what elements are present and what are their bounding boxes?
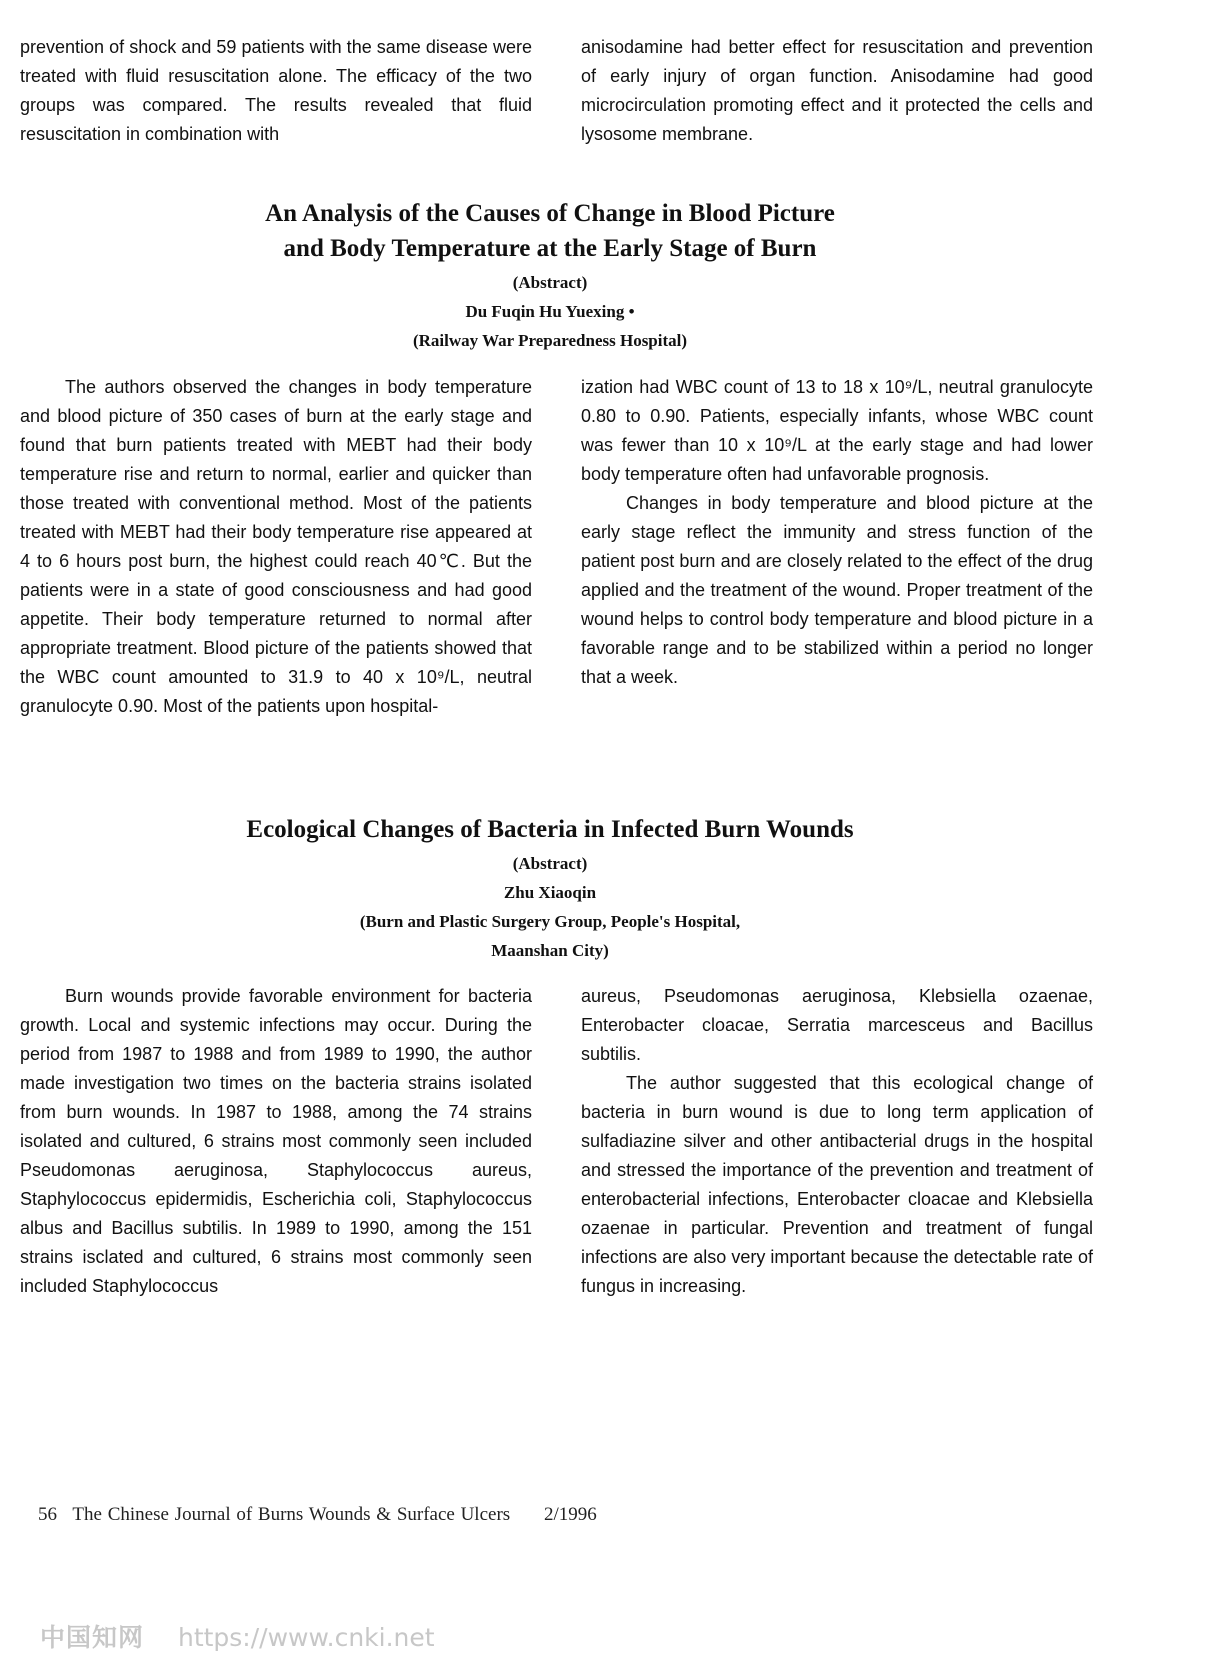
article2-title: Ecological Changes of Bacteria in Infected Burn Wounds <box>246 816 854 843</box>
article2-affiliation-line2: Maanshan City) <box>491 941 609 960</box>
article2-affiliation-line1: (Burn and Plastic Surgery Group, People's Hospital, <box>359 912 741 931</box>
article1-body <box>20 373 1093 721</box>
article1-left-column <box>20 373 532 721</box>
article2-paragraph-2: The author suggested that this ecological change of bacteria in burn wound is due to long term application of sulfadiazine silver and other antibacterial drugs in the hospital and stressed the importance of the prevention and treatment of enterobacterial infections, Enterobacter cloacae and Klebsiella ozaenae in particular. Prevention and treatment of fungal infections are also very important because the detectable rate of fungus in increasing. <box>581 1073 1093 1296</box>
article1-paragraph-1: The authors observed the changes in body temperature and blood picture of 350 cases of burn at the early stage and found that burn patients treated with MEBT had their body temperature rise and return to normal, earlier and quicker than those treated with conventional method. Most of the patients treated with MEBT had their body temperature rise appeared at 4 to 6 hours post burn, the highest could reach 40℃. But the patients were in a state of good consciousness and had good appetite. Their body temperature returned to normal after appropriate treatment. Blood picture of the patients showed that the WBC count amounted to 31.9 to 40 x 10⁹/L, neutral granulocyte 0.90. Most of the patients upon hospital- <box>20 377 532 716</box>
article1-header <box>0 196 1100 355</box>
article2-left-column <box>20 982 532 1301</box>
article1-paragraph-1-continued: ization had WBC count of 13 to 18 x 10⁹/L, neutral granulocyte 0.80 to 0.90. Patients, especially infants, whose WBC count was fewer than 10 x 10⁹/L at the early stage and had lower body temperature often had unfavorable prognosis. <box>581 377 1093 484</box>
article2-header <box>0 812 1100 965</box>
journal-name: The Chinese Journal of Burns Wounds & Surface Ulcers <box>72 1504 511 1525</box>
issue-number: 2/1996 <box>543 1504 597 1525</box>
page-number: 56 <box>38 1504 57 1525</box>
top-left-text: prevention of shock and 59 patients with the same disease were treated with fluid resuscitation alone. The efficacy of the two groups was compared. The results revealed that fluid resuscitation in combination with <box>20 37 532 144</box>
article2-body <box>20 982 1093 1301</box>
article1-abstract-label: (Abstract) <box>512 273 588 292</box>
article1-authors: Du Fuqin Hu Yuexing • <box>465 302 635 321</box>
article2-author: Zhu Xiaoqin <box>503 883 597 902</box>
article2-abstract-label: (Abstract) <box>512 854 588 873</box>
page-footer <box>38 1504 597 1526</box>
article1-paragraph-2: Changes in body temperature and blood picture at the early stage reflect the immunity and stress function of the patient post burn and are closely related to the effect of the drug applied and the treatment of the wound. Proper treatment of the wound helps to control body temperature and blood picture in a favorable range and to be stabilized within a period no longer that a week. <box>581 493 1093 687</box>
article2-paragraph-1: Burn wounds provide favorable environment for bacteria growth. Local and systemic infections may occur. During the period from 1987 to 1988 and from 1989 to 1990, the author made investigation two times on the bacteria strains isolated from burn wounds. In 1987 to 1988, among the 74 strains isolated and cultured, 6 strains most commonly seen included Pseudomonas aeruginosa, Staphylococcus aureus, Staphylococcus epidermidis, Escherichia coli, Staphylococcus albus and Bacillus subtilis. In 1989 to 1990, among the 151 strains isclated and cultured, 6 strains most commonly seen included Staphylococcus <box>20 986 532 1296</box>
top-right-text: anisodamine had better effect for resuscitation and prevention of early injury of organ function. Anisodamine had good microcirculation promoting effect and it protected the cells and lysosome membrane. <box>581 37 1093 144</box>
top-continuation <box>20 33 1093 149</box>
cnki-logo: 中国知网 <box>40 1623 145 1652</box>
article2-right-column <box>581 982 1093 1301</box>
top-left-column <box>20 33 532 149</box>
article1-title-line1: An Analysis of the Causes of Change in Blood Picture <box>265 200 835 227</box>
cnki-watermark <box>40 1618 435 1654</box>
article2-paragraph-1-continued: aureus, Pseudomonas aeruginosa, Klebsiella ozaenae, Enterobacter cloacae, Serratia marcesceus and Bacillus subtilis. <box>581 986 1093 1064</box>
article1-title-line2: and Body Temperature at the Early Stage of Burn <box>283 235 817 262</box>
top-right-column <box>581 33 1093 149</box>
cnki-url: https://www.cnki.net <box>177 1623 435 1652</box>
article1-affiliation: (Railway War Preparedness Hospital) <box>412 331 688 350</box>
article1-right-column <box>581 373 1093 721</box>
